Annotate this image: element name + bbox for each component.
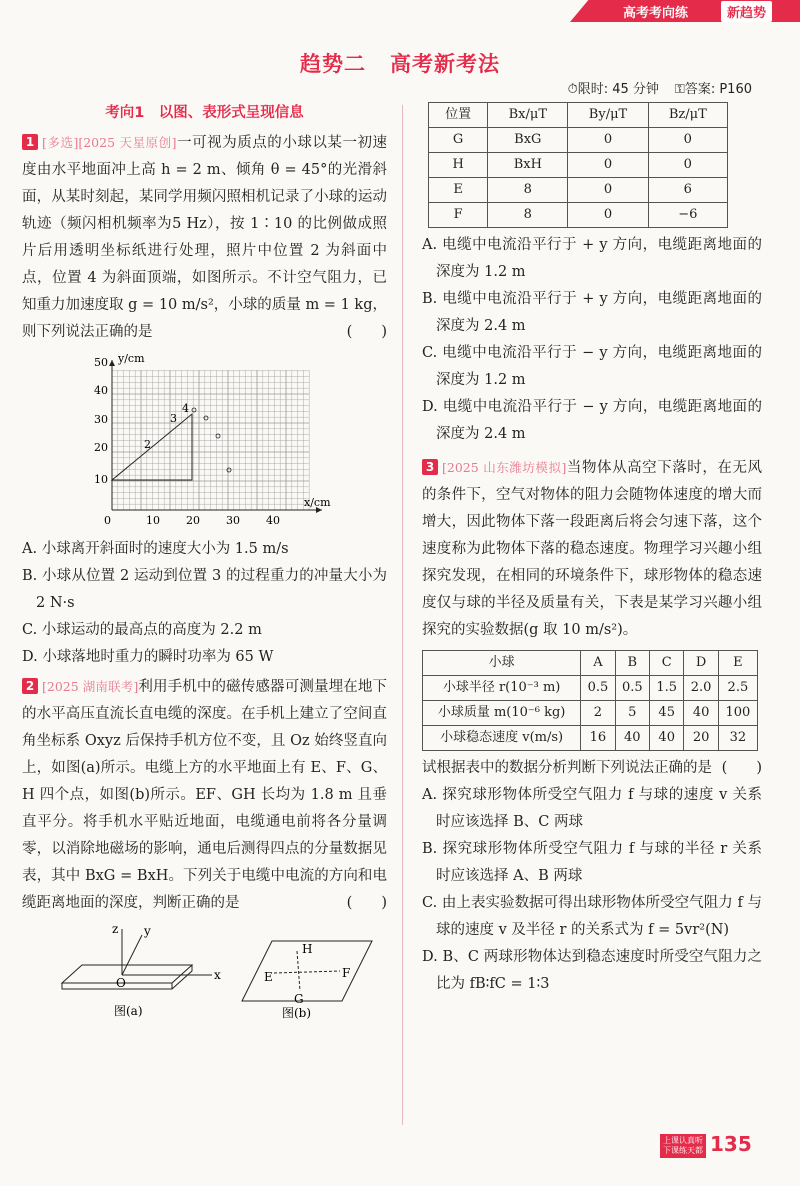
option-c: C. 小球运动的最高点的高度为 2.2 m	[22, 622, 262, 638]
key-icon: ⚿	[674, 82, 685, 97]
question-1	[22, 129, 387, 671]
table-row: 小球质量 m(10⁻⁶ kg) 2 5 45 40 100	[423, 701, 758, 726]
x-tick-label: 20	[186, 514, 200, 527]
table-row: E 8 0 6	[429, 178, 728, 203]
footer-slogan: 上课认真听 下课练天都	[660, 1134, 706, 1158]
question-3	[422, 454, 762, 998]
point-f: F	[342, 966, 351, 980]
magnetic-data-table	[428, 102, 728, 228]
clock-icon: ⏱	[567, 82, 578, 97]
x-tick-label: 10	[146, 514, 160, 527]
option-c: C. 由上表实验数据可得出球形物体所受空气阻力 f 与球的速度 v 及半径 r 的关系式为 f = 5vr²(N)	[422, 895, 762, 938]
answer-ref: 答案: P160	[684, 82, 752, 97]
table-row: G BxG 0 0	[429, 128, 728, 153]
y-tick-label: 40	[94, 384, 108, 397]
table-header-row: 小球 A B C D E	[423, 651, 758, 676]
table-row: F 8 0 −6	[429, 203, 728, 228]
x-tick-label: 30	[226, 514, 240, 527]
section-heading: 考向1 以图、表形式呈现信息	[105, 105, 304, 121]
steady-speed-table	[422, 650, 758, 751]
option-a: A. 小球离开斜面时的速度大小为 1.5 m/s	[22, 541, 289, 557]
question-source: [2025 湖南联考]	[42, 679, 139, 694]
table-row: H BxH 0 0	[429, 153, 728, 178]
y-tick-label: 20	[94, 441, 108, 454]
option-a: A. 电缆中电流沿平行于 + y 方向，电缆距离地面的深度为 1.2 m	[422, 237, 762, 280]
position-label-4: 4	[182, 402, 189, 415]
y-tick-label: 10	[94, 473, 108, 486]
axis-y: y	[144, 924, 151, 938]
question-stem: 一可视为质点的小球以某一初速度由水平地面冲上高 h = 2 m、倾角 θ = 45°的光滑斜面，从某时刻起，某同学用频闪照相机记录了小球的运动轨迹（频闪相机频率为5 Hz），按 1∶10 的比例做成照片后用透明坐标纸进行处理，照片中位置 2 为斜面中点，位置 4 为斜面顶端，如图所示。不计空气阻力，已知重力加速度取 g = 10 m/s²，小球的质量 m = 1 kg，则下列说法正确的是	[22, 135, 388, 340]
point-h: H	[302, 942, 313, 956]
right-column	[422, 100, 762, 998]
x-axis-label: x/cm	[304, 496, 331, 509]
axis-z: z	[112, 922, 119, 936]
figure-a	[62, 922, 221, 1018]
option-d: D. 小球落地时重力的瞬时功率为 65 W	[22, 649, 274, 665]
point-g: G	[294, 992, 304, 1006]
grid	[112, 370, 309, 510]
option-b: B. 探究球形物体所受空气阻力 f 与球的半径 r 关系时应该选择 A、B 两球	[422, 841, 762, 884]
y-axis-label: y/cm	[118, 352, 145, 365]
banner-tag-series: 高考考向练	[622, 6, 688, 21]
page-footer	[660, 1134, 770, 1158]
question-number: 1	[22, 134, 38, 150]
y-tick-label: 30	[94, 413, 108, 426]
option-b: B. 电缆中电流沿平行于 + y 方向，电缆距离地面的深度为 2.4 m	[422, 291, 762, 334]
figure-b	[242, 941, 372, 1020]
banner-tag-trend: 新趋势	[721, 1, 772, 22]
figure-a-caption: 图(a)	[114, 1004, 143, 1018]
column-divider	[402, 105, 403, 1125]
x-tick-label: 0	[104, 514, 111, 527]
question-source: [2025 山东潍坊模拟]	[442, 460, 567, 475]
point-e: E	[264, 970, 273, 984]
table-header-row: 位置 Bx/μT By/μT Bz/μT	[429, 103, 728, 128]
option-a: A. 探究球形物体所受空气阻力 f 与球的速度 v 关系时应该选择 B、C 两球	[422, 787, 762, 830]
question-ask: 试根据表中的数据分析判断下列说法正确的是	[422, 760, 712, 776]
question-number: 3	[422, 459, 438, 475]
table-row: 小球稳态速度 v(m/s) 16 40 40 20 32	[423, 726, 758, 751]
origin-label: O	[116, 976, 126, 990]
left-column	[22, 100, 387, 1021]
question-source: [多选][2025 天星原创]	[42, 135, 177, 150]
time-limit: 限时: 45 分钟	[577, 82, 659, 97]
page-number: 135	[710, 1132, 752, 1156]
answer-blank: ( )	[346, 324, 387, 340]
answer-blank: ( )	[721, 760, 762, 776]
question-number: 2	[22, 678, 38, 694]
question-stem: 当物体从高空下落时，在无风的条件下，空气对物体的阻力会随物体速度的增大而增大，因此物体下落一段距离后将会匀速下落，这个速度称为此物体下落的稳态速度。物理学习兴趣小组探究发现，在相同的环境条件下，球形物体的稳态速度仅与球的半径及质量有关，下表是某学习兴趣小组探究的实验数据(g 取 10 m/s²)。	[422, 460, 762, 638]
option-d: D. 电缆中电流沿平行于 − y 方向，电缆距离地面的深度为 2.4 m	[422, 399, 762, 442]
x-tick-label: 40	[266, 514, 280, 527]
question-2	[22, 673, 387, 1021]
answer-blank: ( )	[346, 895, 387, 911]
time-answer-info	[568, 78, 752, 97]
phone-slab	[62, 965, 192, 983]
incline-triangle	[112, 414, 192, 480]
position-label-3: 3	[170, 412, 177, 425]
question-stem: 利用手机中的磁传感器可测量埋在地下的水平高压直流长直电缆的深度。在手机上建立了空间直角坐标系 Oxyz 后保持手机方位不变，且 Oz 始终竖直向上，如图(a)所示。电缆上方的水平地面上有 E、F、G、H 四个点，如图(b)所示。EF、GH 长均为 1.8 m 且垂直平分。将手机水平贴近地面，电缆通电前将各分量调零，以消除地磁场的影响，通电后测得四点的分量数据见表，其中 BxG = BxH。下列关于电缆中电流的方向和电缆距离地面的深度，判断正确的是	[22, 679, 387, 911]
y-tick-label: 50	[94, 356, 108, 369]
axis-x: x	[214, 968, 221, 982]
y-arrow	[109, 360, 115, 366]
position-label-2: 2	[144, 438, 151, 451]
figure-b-caption: 图(b)	[282, 1006, 312, 1020]
option-b: B. 小球从位置 2 运动到位置 3 的过程重力的冲量大小为 2 N·s	[22, 568, 387, 611]
page-title: 趋势二 高考新考法	[300, 52, 500, 76]
top-banner	[0, 0, 800, 26]
option-c: C. 电缆中电流沿平行于 − y 方向，电缆距离地面的深度为 1.2 m	[422, 345, 762, 388]
option-d: D. B、C 两球形物体达到稳态速度时所受空气阻力之比为 fB∶fC = 1∶3	[422, 949, 762, 992]
trajectory-graph	[82, 352, 342, 532]
table-row: 小球半径 r(10⁻³ m) 0.5 0.5 1.5 2.0 2.5	[423, 676, 758, 701]
trajectory-points	[192, 408, 231, 472]
phone-figures	[42, 921, 382, 1021]
